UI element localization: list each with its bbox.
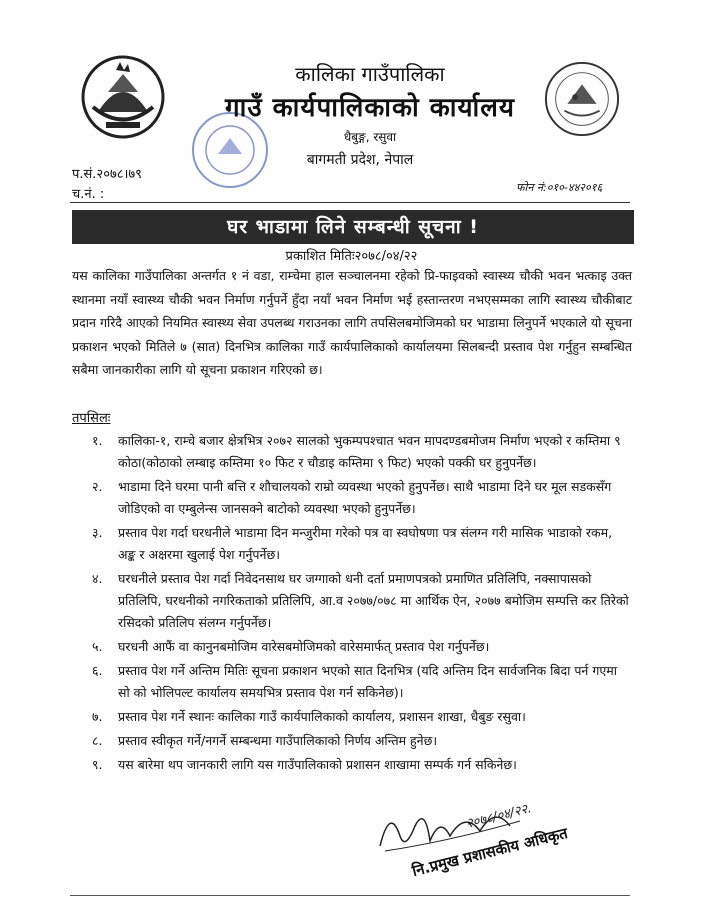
item-text: प्रस्ताव पेश गर्ने स्थानः कालिका गाउँ कार्यपालिकाको कार्यालय, प्रशासन शाखा, धैबुङ रसुवा। (118, 709, 526, 724)
item-text: भाडामा दिने घरमा पानी बत्ति र शौचालयको राम्रो व्यवस्था भएको हुनुपर्नेछ। साथै भाडामा दिने घर मूल सडकसँग जोडिएको वा एम्बुलेन्स जानसक्ने बाटोको व्यवस्था भएको हुनुपर्नेछ। (118, 479, 612, 516)
item-number: ७. (92, 709, 103, 724)
item-number: ४. (92, 571, 103, 586)
notice-title: घर भाडामा लिने सम्बन्धी सूचना ! (72, 210, 634, 244)
list-item (92, 636, 632, 658)
item-text: प्रस्ताव स्वीकृत गर्ने/नगर्ने सम्बन्धमा गाउँपालिकाको निर्णय अन्तिम हुनेछ। (118, 733, 438, 748)
list-item (92, 430, 632, 474)
item-text: घरधनी आफैं वा कानुनबमोजिम वारेसबमोजिमको वारेसमार्फत् प्रस्ताव पेश गर्नुपर्नेछ। (118, 639, 490, 654)
list-item (92, 522, 632, 566)
list-item (92, 660, 632, 704)
item-number: ३. (92, 525, 103, 540)
item-text: यस बारेमा थप जानकारी लागि यस गाउँपालिकाको प्रशासन शाखामा सम्पर्क गर्न सकिनेछ। (118, 757, 517, 772)
org-name: कालिका गाउँपालिका (295, 62, 445, 86)
nepal-emblem-icon (78, 52, 168, 142)
item-number: १. (92, 433, 103, 448)
address-line-2: बागमती प्रदेश, नेपाल (306, 152, 414, 168)
list-item (92, 754, 632, 776)
item-number: २. (92, 479, 103, 494)
signature-date: २०७८/०४/२२. (464, 801, 534, 832)
item-number: ५. (92, 639, 103, 654)
list-item (92, 730, 632, 752)
list-item (92, 476, 632, 520)
signatory-title: नि.प्रमुख प्रशासकीय अधिकृत (410, 823, 570, 881)
list-item (92, 568, 632, 634)
phone-number: फोन नं:०१०-४४२०१६ (516, 181, 603, 194)
address-line-1: धैबुङ्ग, रसुवा (343, 130, 397, 144)
reference-number: प.सं.२०७८।७९ (72, 167, 142, 182)
item-number: ८. (92, 733, 103, 748)
item-text: घरधनीले प्रस्ताव पेश गर्दा निवेदनसाथ घर जग्गाको धनी दर्ता प्रमाणपत्रको प्रमाणित प्रतिलिपि, नक्सापासको प्रतिलिपि, घरधनीको नगरिकताको प्रतिलिपि, आ.व २०७७/०७८ मा आर्थिक ऐन, २०७७ बमोजिम सम्पत्ति कर तिरेको रसिदको प्रतिलिप संलग्न गर्नुपर्नेछ। (118, 571, 629, 630)
item-text: प्रस्ताव पेश गर्दा घरधनीले भाडामा दिन मन्जुरीमा गरेको पत्र वा स्वघोषणा पत्र संलग्न गरी मासिक भाडाको रकम, अङ्क र अक्षरमा खुलाई पेश गर्नुपर्नेछ। (118, 525, 613, 562)
dispatch-number: च.नं. : (72, 187, 105, 202)
list-item (92, 706, 632, 728)
item-number: ९. (92, 757, 103, 772)
published-date: प्रकाशित मितिः२०७८/०४/२२ (285, 249, 418, 264)
notice-body: यस कालिका गाउँपालिका अन्तर्गत १ नं वडा, राम्चेमा हाल सञ्चालनमा रहेको प्रि-फाइवको स्वास्थ्य चौकी भवन भत्काइ उक्त स्थानमा नयाँ स्वास्थ्य चौकी भवन निर्माण गर्नुपर्ने हुँदा नयाँ भवन निर्माण भई हस्तान्तरण नभएसम्मका लागि स्वास्थ्य चौकीबाट प्रदान गरिदै आएको नियमित स्वास्थ्य सेवा उपलब्ध गराउनका लागि तपसिलबमोजिमको घर भाडामा लिनुपर्ने भएकाले यो सूचना प्रकाशन भएको मितिले ७ (सात) दिनभित्र कालिका गाउँ कार्यपालिकाको कार्यालयमा सिलबन्दी प्रस्ताव पेश गर्नुहुन सम्बन्धित सबैमा जानकारीका लागि यो सूचना प्रकाशन गरिएको छ। (72, 268, 632, 377)
details-heading: तपसिलः (72, 411, 111, 426)
item-number: ६. (92, 663, 103, 678)
item-text: कालिका-१, राम्चे बजार क्षेत्रभित्र २०७२ सालको भुकम्पपश्चात भवन मापदण्डबमोजम निर्माण भएको र कम्तिमा ९ कोठा(कोठाको लम्बाइ कम्तिमा १० फिट र चौडाइ कम्तिमा ९ फिट) भएको पक्की घर हुनुपर्नेछ। (118, 433, 621, 470)
conditions-list (92, 430, 632, 778)
footer-divider (70, 895, 630, 896)
header-divider (70, 202, 630, 203)
office-name: गाउँ कार्यपालिकाको कार्यालय (225, 93, 515, 123)
item-text: प्रस्ताव पेश गर्ने अन्तिम मितिः सूचना प्रकाशन भएको सात दिनभित्र (यदि अन्तिम दिन सार्वजनिक बिदा पर्न गएमा सो को भोलिपल्ट कार्यालय समयभित्र प्रस्ताव पेश गर्न सकिनेछ)। (118, 663, 618, 700)
